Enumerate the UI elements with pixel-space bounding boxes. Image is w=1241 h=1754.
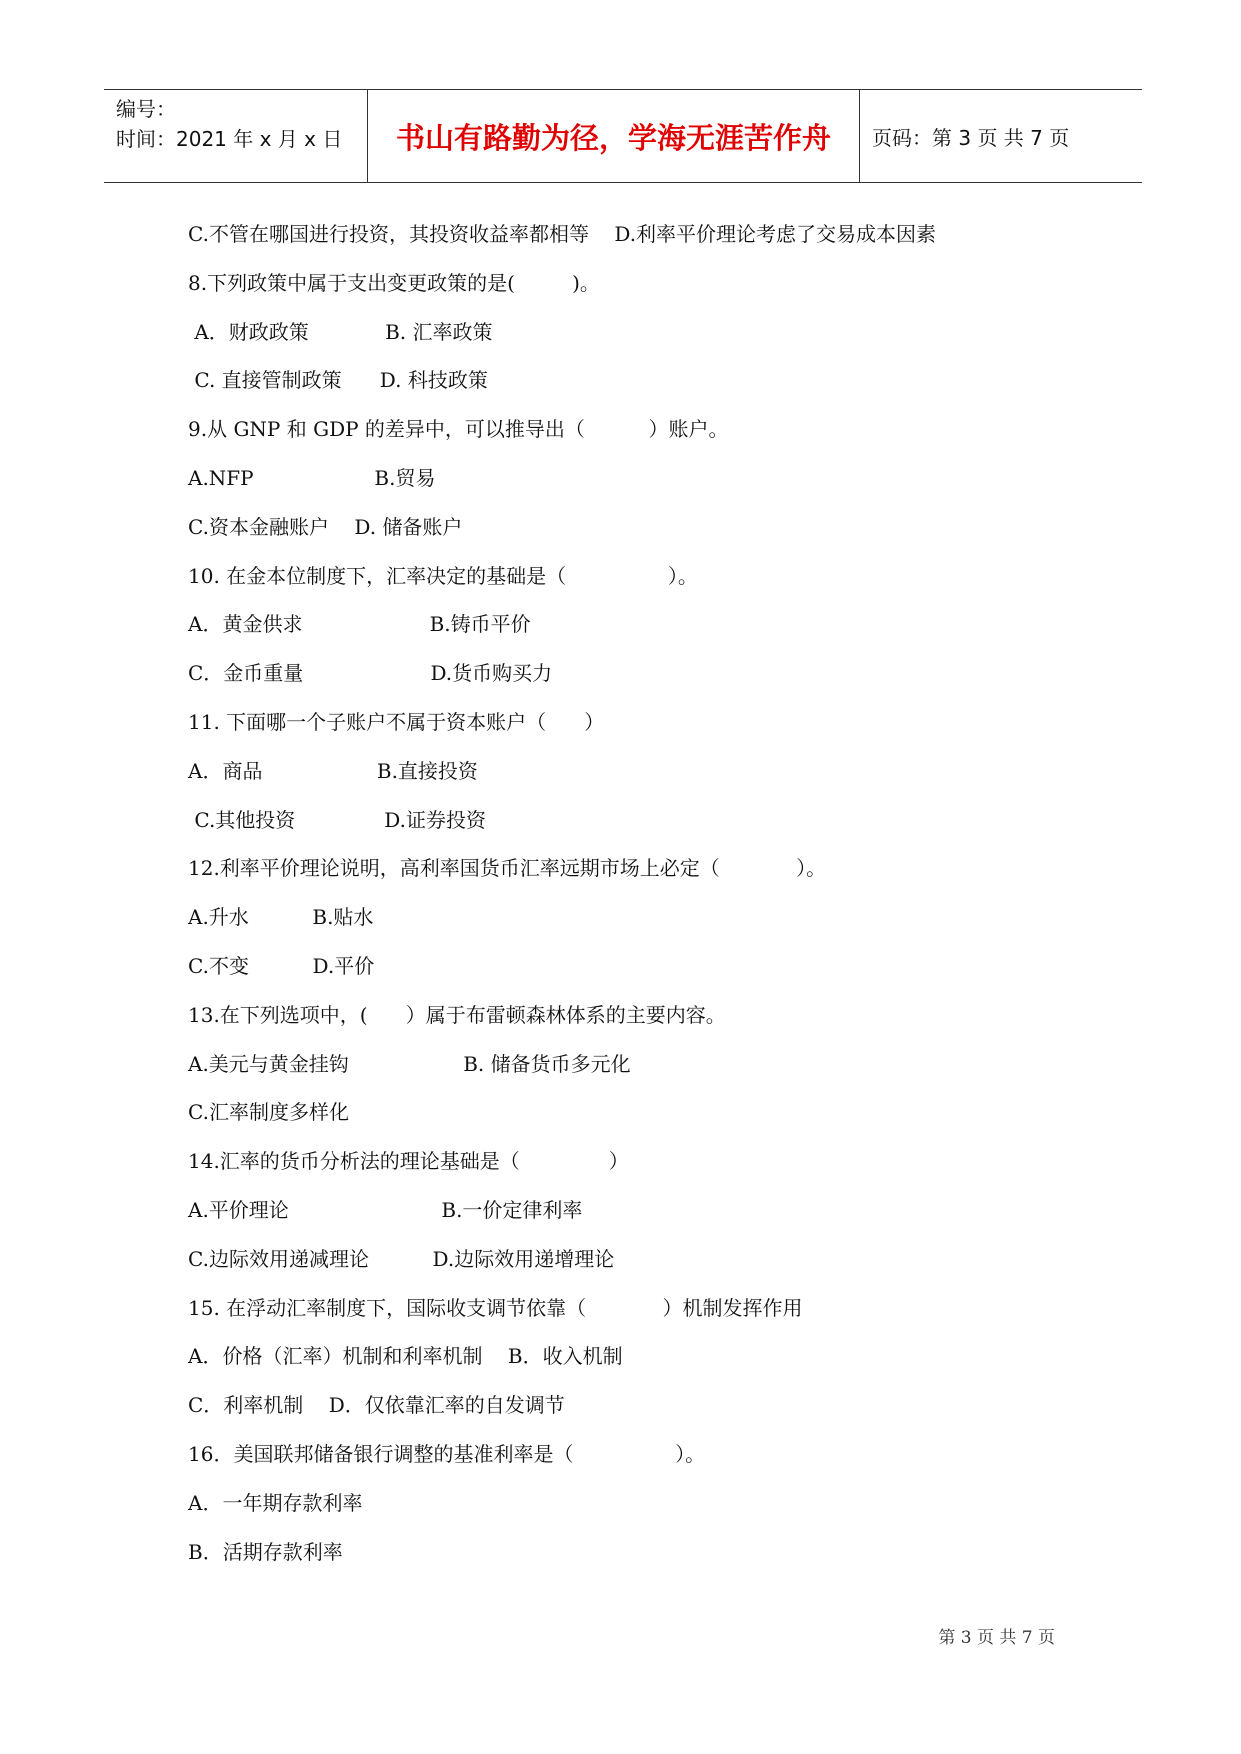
question-9: 9.从 GNP 和 GDP 的差异中，可以推导出（ ）账户。 bbox=[188, 417, 729, 442]
option-line: C.其他投资 D.证券投资 bbox=[188, 807, 486, 832]
header-divider bbox=[859, 90, 860, 182]
option-line: A.美元与黄金挂钩 B. 储备货币多元化 bbox=[188, 1051, 631, 1076]
option-line: C．金币重量 D.货币购买力 bbox=[188, 661, 553, 686]
question-12: 12.利率平价理论说明，高利率国货币汇率远期市场上必定（ ）。 bbox=[188, 856, 827, 881]
question-15: 15. 在浮动汇率制度下，国际收支调节依靠（ ）机制发挥作用 bbox=[188, 1295, 803, 1320]
question-8: 8.下列政策中属于支出变更政策的是( )。 bbox=[188, 270, 600, 295]
option-line: C.资本金融账户 D. 储备账户 bbox=[188, 514, 463, 539]
header-meta bbox=[116, 94, 342, 154]
option-line: B．活期存款利率 bbox=[188, 1539, 343, 1564]
header-motto: 书山有路勤为径，学海无涯苦作舟 bbox=[395, 120, 831, 155]
option-line: A.NFP B.贸易 bbox=[188, 465, 436, 490]
header-page-label: 页码：第 3 页 共 7 页 bbox=[872, 125, 1070, 150]
time-label: 时间：2021 年 x 月 x 日 bbox=[116, 127, 343, 151]
option-line: A．财政政策 B. 汇率政策 bbox=[188, 319, 493, 344]
page-footer: 第 3 页 共 7 页 bbox=[938, 1628, 1055, 1648]
option-line: A．价格（汇率）机制和利率机制 B．收入机制 bbox=[188, 1344, 623, 1369]
page-header bbox=[104, 89, 1142, 183]
option-line: A.升水 B.贴水 bbox=[188, 905, 374, 930]
option-line: C.不变 D.平价 bbox=[188, 953, 375, 978]
option-line: C. 直接管制政策 D. 科技政策 bbox=[188, 368, 488, 393]
question-14: 14.汇率的货币分析法的理论基础是（ ） bbox=[188, 1149, 629, 1174]
option-line: A.平价理论 B.一价定律利率 bbox=[188, 1197, 583, 1222]
option-line: C.汇率制度多样化 bbox=[188, 1100, 349, 1125]
question-11: 11. 下面哪一个子账户不属于资本账户（ ） bbox=[188, 709, 605, 734]
code-label: 编号： bbox=[116, 97, 176, 121]
option-line: A．黄金供求 B.铸币平价 bbox=[188, 612, 531, 637]
option-line: C．利率机制 D．仅依靠汇率的自发调节 bbox=[188, 1393, 565, 1418]
option-line: C.边际效用递减理论 D.边际效用递增理论 bbox=[188, 1246, 615, 1271]
question-10: 10. 在金本位制度下，汇率决定的基础是（ ）。 bbox=[188, 563, 698, 588]
question-body bbox=[188, 219, 936, 1585]
question-16: 16．美国联邦储备银行调整的基准利率是（ ）。 bbox=[188, 1441, 706, 1466]
option-line: A．商品 B.直接投资 bbox=[188, 758, 478, 783]
text-line: C.不管在哪国进行投资，其投资收益率都相等 D.利率平价理论考虑了交易成本因素 bbox=[188, 222, 937, 246]
question-13: 13.在下列选项中，( ）属于布雷顿森林体系的主要内容。 bbox=[188, 1002, 726, 1027]
option-line: A．一年期存款利率 bbox=[188, 1490, 363, 1515]
